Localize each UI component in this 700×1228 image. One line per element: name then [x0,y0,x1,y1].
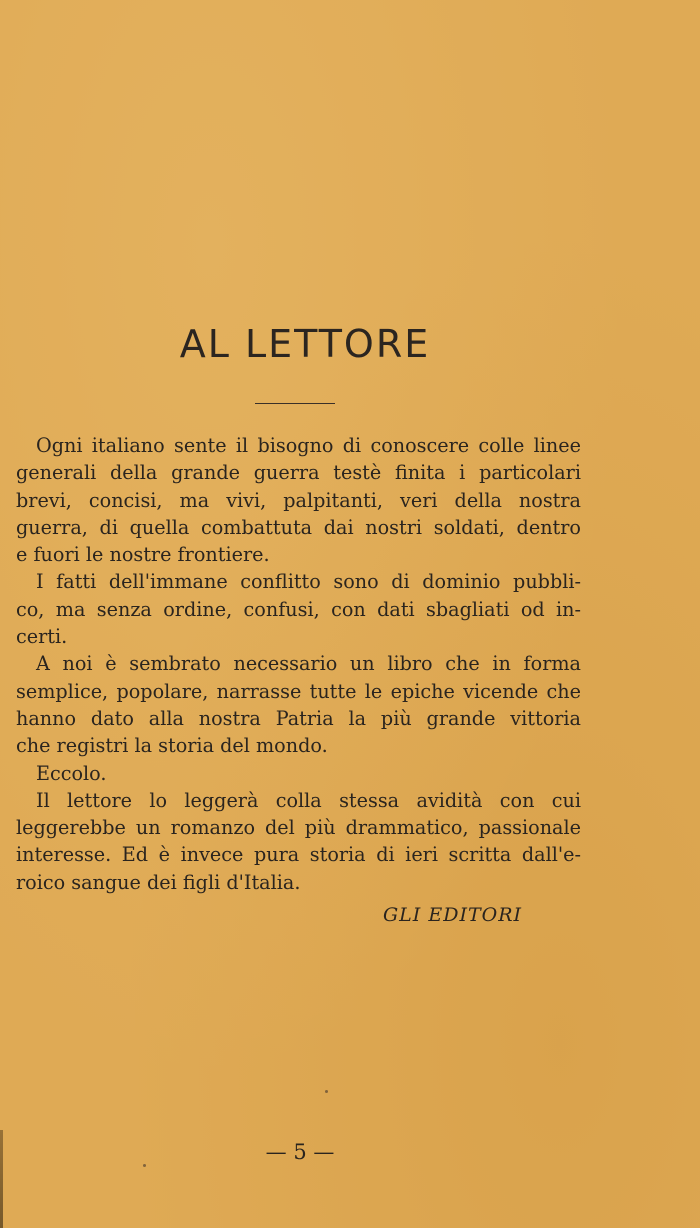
text-line: certi. [16,625,68,649]
paragraph [16,650,581,759]
text-line: semplice, popolare, narrasse tutte le epiche vicende che [16,679,581,703]
preface-body [16,432,581,896]
paragraph [16,432,581,568]
text-line: interesse. Ed è invece pura storia di ieri scritta dall'e- [16,843,581,867]
page-number: — 5 — [265,1140,335,1164]
text-line: generali della grande guerra testè finita i particolari [16,461,581,485]
text-line: hanno dato alla nostra Patria la più grande vittoria [16,706,581,730]
text-line: co, ma senza ordine, confusi, con dati sbagliati od in- [16,597,581,621]
text-line: Ogni italiano sente il bisogno di conoscere colle linee [36,434,581,457]
page-title: AL LETTORE [179,322,431,366]
text-line: roico sangue dei figli d'Italia. [16,870,301,894]
text-line: I fatti dell'immane conflitto sono di dominio pubbli- [36,570,581,594]
text-line: leggerebbe un romanzo del più drammatico, passionale [16,816,581,840]
paper-speck [143,1164,146,1167]
paragraph [16,787,581,896]
text-line: che registri la storia del mondo. [16,734,328,758]
title-divider [255,403,335,404]
paragraph [16,760,581,787]
paper-speck [325,1090,328,1093]
paragraph [16,568,581,650]
text-line: Il lettore lo leggerà colla stessa avidità con cui [36,788,581,812]
text-line: guerra, di quella combattuta dai nostri soldati, dentro [16,515,581,539]
text-line: brevi, concisi, ma vivi, palpitanti, veri della nostra [16,488,581,512]
text-line: e fuori le nostre frontiere. [16,543,270,567]
text-line: A noi è sembrato necessario un libro che in forma [36,652,581,676]
text-line: Eccolo. [36,761,107,785]
signature: GLI EDITORI [383,904,523,926]
